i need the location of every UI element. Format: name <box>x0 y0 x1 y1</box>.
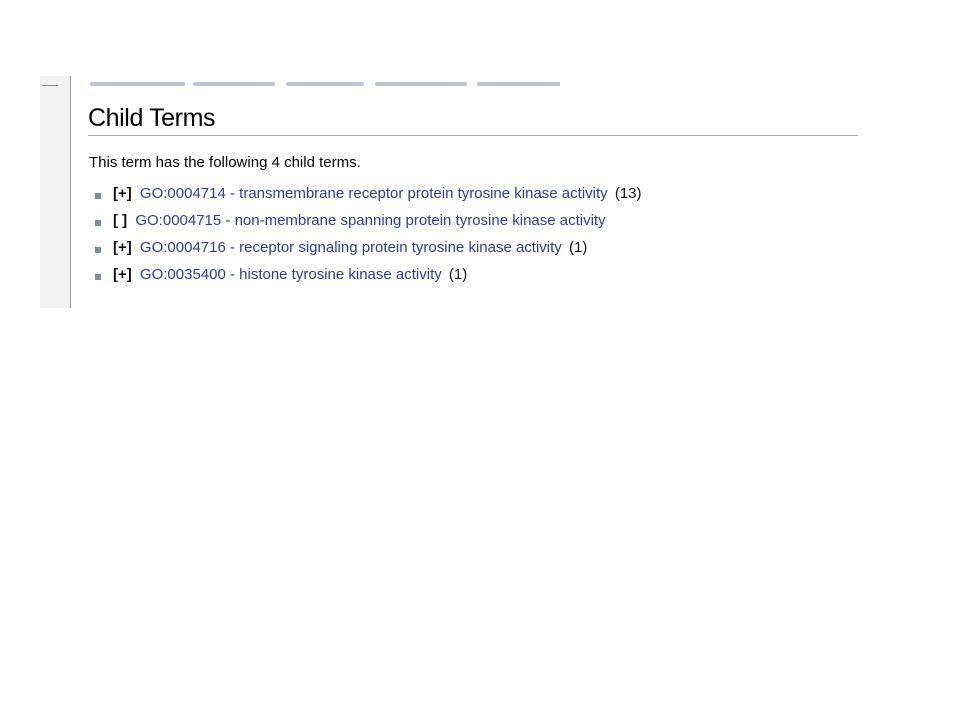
page-frame <box>40 76 860 308</box>
go-term-link[interactable]: GO:0004716 - receptor signaling protein tyrosine kinase activity <box>139 239 562 256</box>
square-bullet-icon <box>95 220 101 226</box>
go-term-link[interactable]: GO:0004715 - non-membrane spanning protein tyrosine kinase activity <box>135 212 606 229</box>
child-count: (1) <box>448 266 468 283</box>
cut-off-text-fragment <box>286 82 364 86</box>
list-item <box>88 265 858 292</box>
cut-off-text-fragment <box>90 82 185 86</box>
list-item <box>88 238 858 265</box>
child-terms-section <box>88 103 858 292</box>
expand-toggle[interactable]: [+] <box>113 266 132 283</box>
list-item <box>88 211 858 238</box>
go-term-link[interactable]: GO:0004714 - transmembrane receptor protein tyrosine kinase activity <box>139 185 608 202</box>
expand-toggle[interactable]: [ ] <box>113 212 128 229</box>
content-divider <box>70 76 71 308</box>
list-item <box>88 184 858 211</box>
child-count: (1) <box>568 239 588 256</box>
square-bullet-icon <box>95 247 101 253</box>
cut-off-text-fragment <box>375 82 467 86</box>
square-bullet-icon <box>95 193 101 199</box>
gutter-corner-marker <box>42 81 58 86</box>
expand-toggle[interactable]: [+] <box>113 239 132 256</box>
section-heading: Child Terms <box>88 103 858 136</box>
child-terms-intro: This term has the following 4 child terms. <box>89 154 361 171</box>
cut-off-previous-text <box>90 74 560 88</box>
cut-off-text-fragment <box>193 82 275 86</box>
expand-toggle[interactable]: [+] <box>113 185 132 202</box>
go-term-link[interactable]: GO:0035400 - histone tyrosine kinase activity <box>139 266 442 283</box>
left-gutter <box>40 76 70 308</box>
child-terms-list <box>88 184 858 292</box>
cut-off-text-fragment <box>477 82 560 86</box>
square-bullet-icon <box>95 274 101 280</box>
child-count: (13) <box>614 185 642 202</box>
